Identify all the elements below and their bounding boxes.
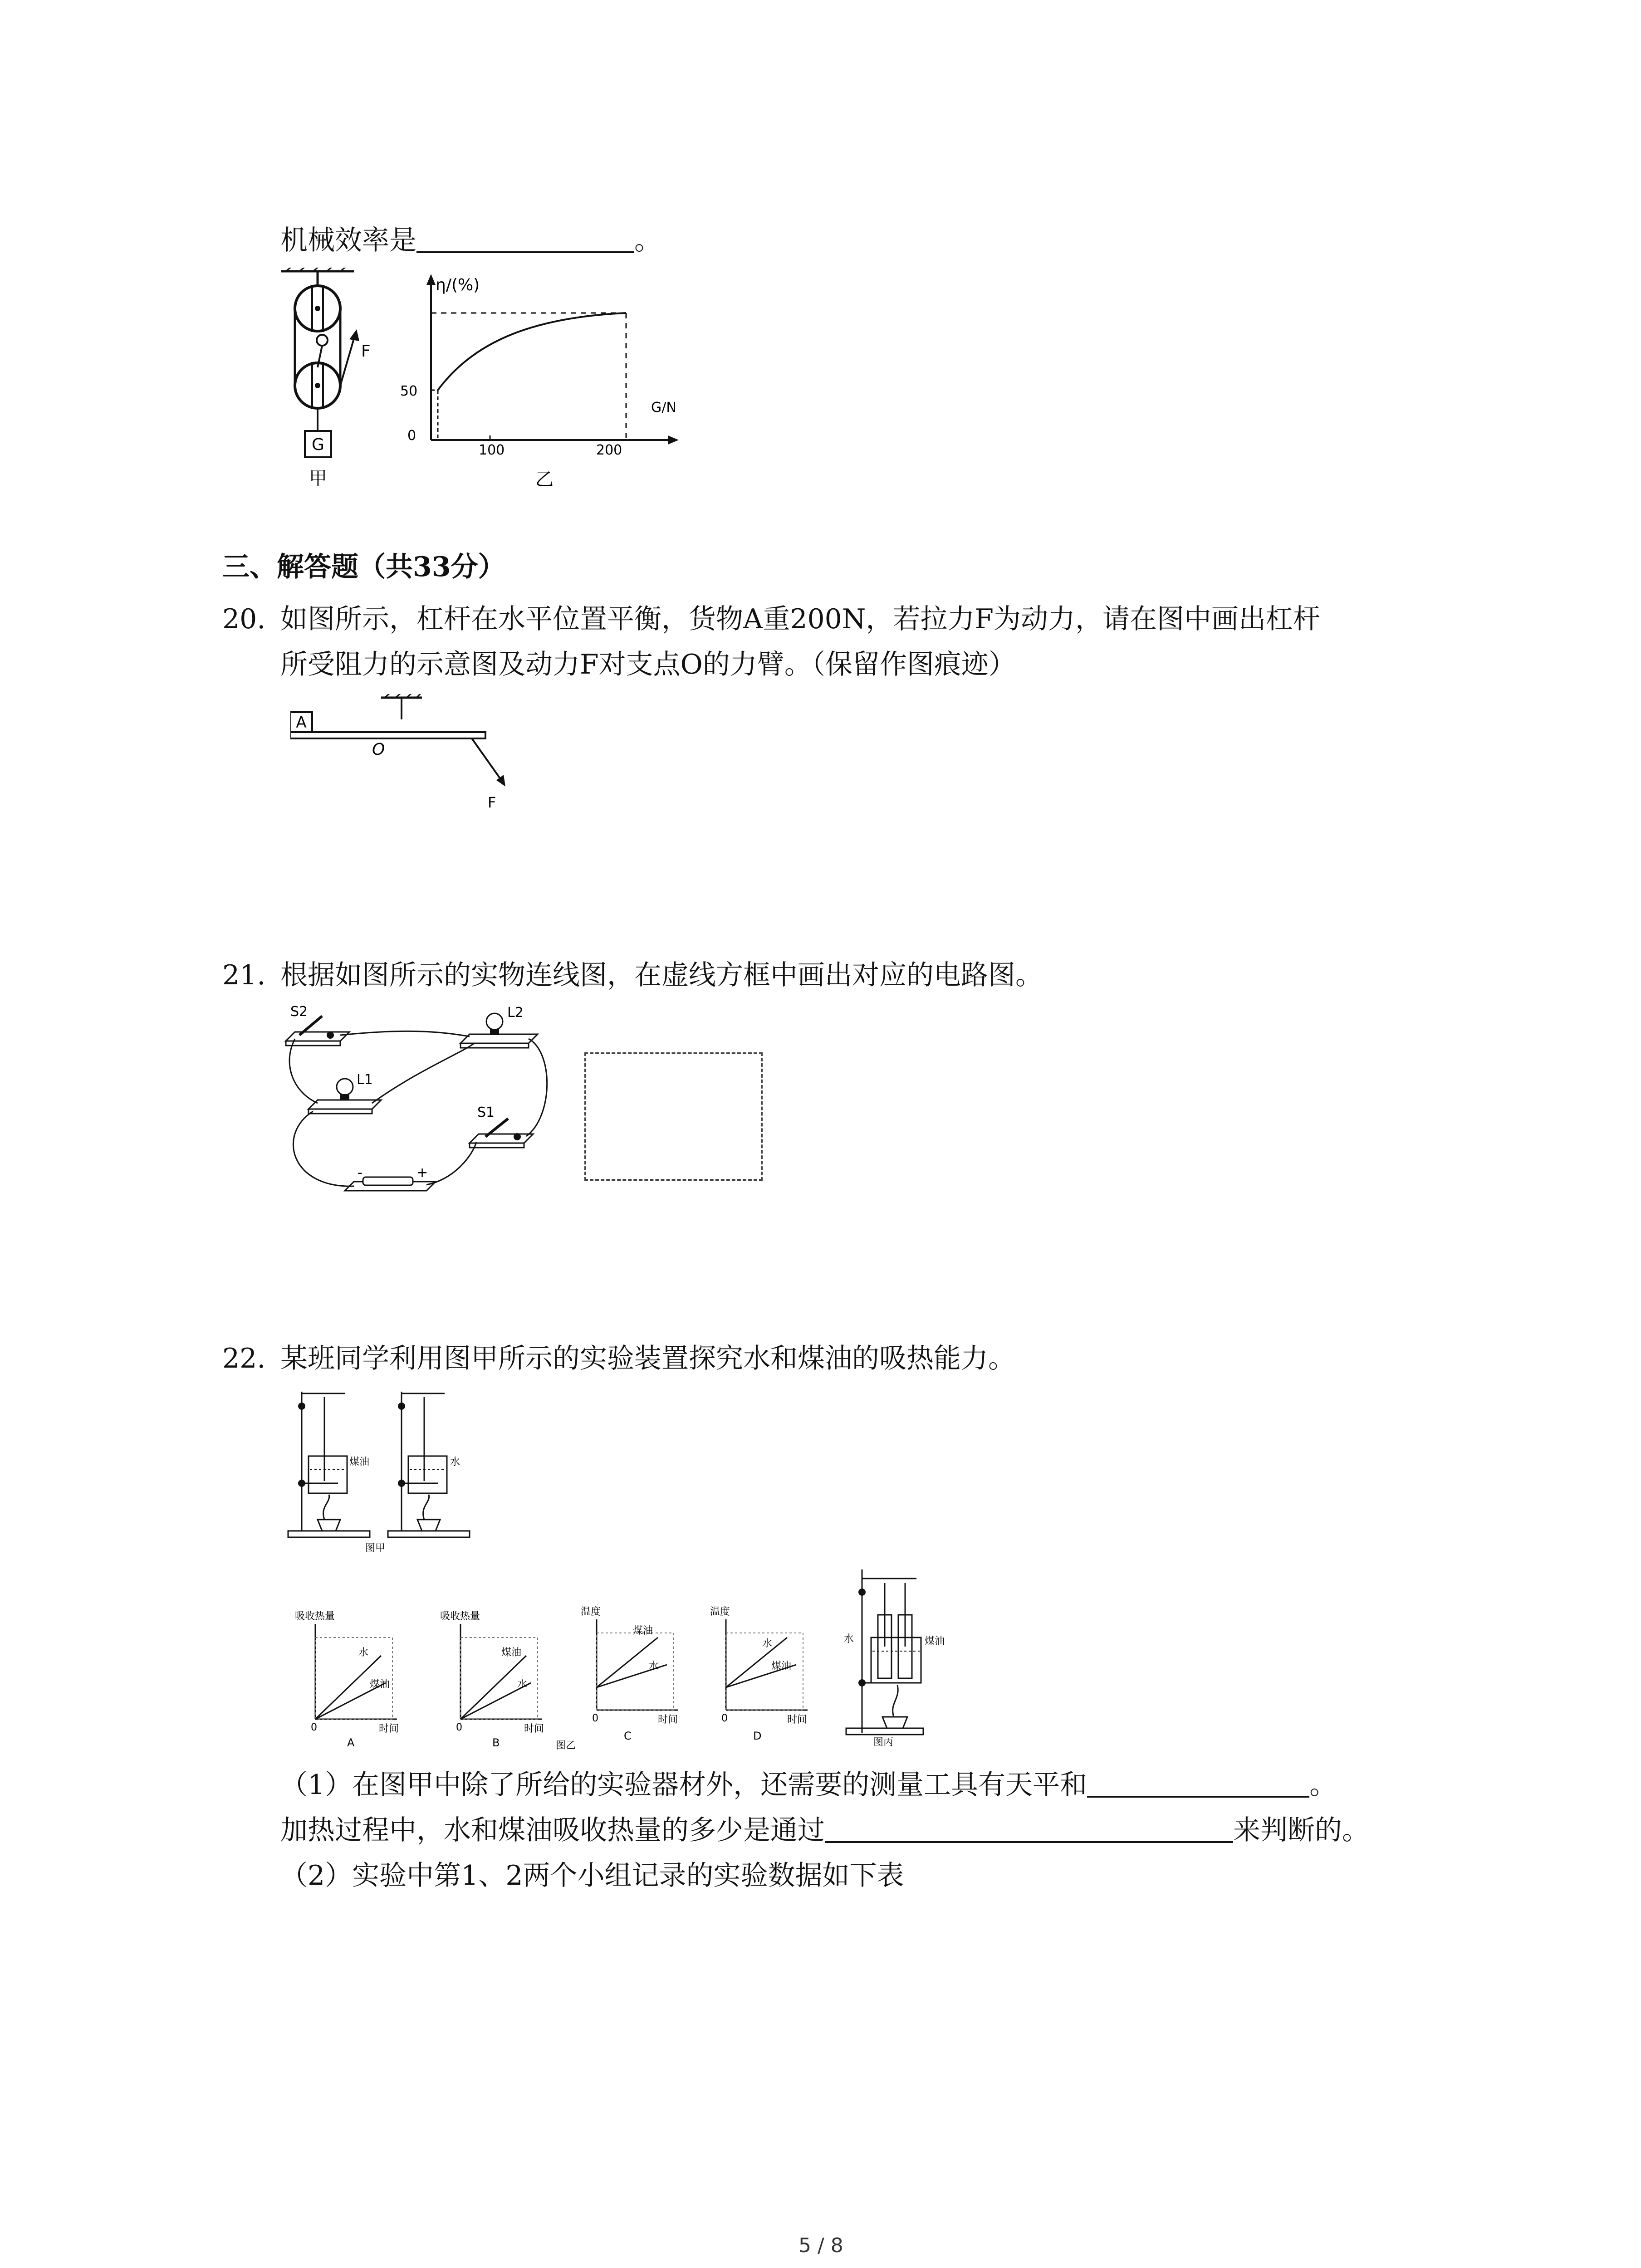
graph-ylabel: η/(%)	[436, 276, 480, 294]
page-number: 5 / 8	[798, 2234, 843, 2257]
graph-c-origin: 0	[592, 1713, 598, 1724]
q19-tail-line	[280, 222, 661, 259]
q22-sub1-blank1[interactable]	[1087, 1769, 1309, 1798]
q21-number: 21.	[222, 959, 266, 991]
q20-number: 20.	[222, 603, 266, 635]
graph-d-top-line-label: 水	[762, 1638, 773, 1649]
switch-s2-label: S2	[290, 1004, 308, 1020]
q22-sub1-line1-end: 。	[1309, 1769, 1337, 1801]
graph-d-origin: 0	[721, 1713, 728, 1724]
apparatus-bing-caption: 图丙	[873, 1737, 894, 1746]
graphs-yi-figure	[290, 1606, 835, 1755]
efficiency-graph	[390, 268, 690, 503]
q19-answer-blank[interactable]	[416, 224, 634, 253]
q19-tail-end: 。	[634, 225, 661, 256]
lever-figure	[290, 694, 544, 816]
graph-d-bottom-line-label: 煤油	[771, 1661, 792, 1672]
q22-sub1-blank2[interactable]	[825, 1814, 1233, 1843]
pulley-load-label: G	[312, 435, 324, 454]
graph-c-top-line-label: 煤油	[633, 1625, 653, 1637]
graph-b-ylabel: 吸收热量	[440, 1611, 480, 1622]
apparatus-bing-kerosene-label: 煤油	[925, 1636, 945, 1647]
graph-x-tick-100: 100	[479, 442, 505, 458]
graph-x-tick-200: 200	[596, 442, 622, 458]
graph-b-top-line-label: 煤油	[501, 1647, 522, 1658]
graph-a-bottom-line-label: 煤油	[370, 1679, 390, 1690]
graph-xlabel: G/N	[651, 400, 676, 415]
graph-a-xlabel: 时间	[379, 1723, 399, 1735]
apparatus-bing-figure	[844, 1565, 980, 1746]
lever-load-label: A	[296, 714, 307, 732]
graph-b-letter: B	[492, 1736, 500, 1749]
graph-a	[295, 1611, 399, 1749]
apparatus-jia-water-label: 水	[450, 1457, 460, 1468]
graph-c	[581, 1606, 678, 1742]
graph-y-tick-50: 50	[400, 383, 418, 399]
q19-tail-text: 机械效率是	[280, 225, 416, 256]
apparatus-jia-caption: 图甲	[365, 1543, 386, 1554]
graph-c-ylabel: 温度	[581, 1606, 601, 1618]
q22-sub1-line2-text: 加热过程中，水和煤油吸收热量的多少是通过	[280, 1814, 825, 1846]
circuit-answer-box[interactable]	[584, 1052, 763, 1181]
lamp-l1-label: L1	[357, 1072, 373, 1088]
battery-minus-label: -	[358, 1165, 362, 1181]
graph-a-ylabel: 吸收热量	[295, 1611, 335, 1622]
graph-a-top-line-label: 水	[358, 1647, 369, 1658]
graph-d-xlabel: 时间	[787, 1714, 808, 1725]
q22-sub1-line2	[280, 1812, 1369, 1848]
lever-pivot-label: O	[372, 740, 385, 759]
lever-force-label: F	[488, 794, 496, 811]
graph-origin: 0	[407, 428, 416, 444]
q22-sub1-line2-end: 来判断的。	[1233, 1814, 1369, 1846]
circuit-figure	[281, 998, 572, 1202]
graph-b-bottom-line-label: 水	[517, 1679, 528, 1690]
battery-plus-label: +	[416, 1165, 428, 1181]
switch-s1-label: S1	[477, 1105, 495, 1120]
graph-c-bottom-line-label: 水	[649, 1661, 659, 1672]
q22-text: 某班同学利用图甲所示的实验装置探究水和煤油的吸热能力。	[280, 1343, 1015, 1374]
q22-sub2: （2）实验中第1、2两个小组记录的实验数据如下表	[280, 1860, 904, 1892]
graph-d	[710, 1606, 808, 1742]
graph-b	[440, 1611, 544, 1749]
graph-caption: 乙	[535, 469, 554, 490]
graph-c-letter: C	[624, 1730, 632, 1742]
graph-b-xlabel: 时间	[524, 1723, 544, 1735]
graph-a-letter: A	[347, 1736, 355, 1749]
pulley-figure	[272, 268, 390, 503]
graphs-yi-caption: 图乙	[556, 1740, 576, 1751]
lamp-l2-label: L2	[507, 1005, 524, 1021]
q20-line1: 如图所示，杠杆在水平位置平衡，货物A重200N，若拉力F为动力，请在图中画出杠杆	[280, 603, 1320, 635]
q22-sub1-line1	[280, 1767, 1337, 1803]
graph-c-xlabel: 时间	[658, 1714, 678, 1725]
apparatus-bing-water-label: 水	[844, 1633, 854, 1645]
graph-b-origin: 0	[456, 1722, 462, 1733]
q22-sub1-line1-text: （1）在图甲中除了所给的实验器材外，还需要的测量工具有天平和	[280, 1769, 1087, 1801]
q21-text: 根据如图所示的实物连线图，在虚线方框中画出对应的电路图。	[280, 959, 1043, 991]
q20-line2: 所受阻力的示意图及动力F对支点O的力臂。（保留作图痕迹）	[280, 649, 1016, 680]
graph-a-origin: 0	[311, 1722, 317, 1733]
graph-d-ylabel: 温度	[710, 1606, 730, 1618]
apparatus-jia-kerosene-label: 煤油	[349, 1457, 370, 1468]
graph-d-letter: D	[753, 1730, 762, 1742]
apparatus-jia-figure	[281, 1383, 490, 1565]
pulley-force-label: F	[361, 342, 371, 361]
q22-number: 22.	[222, 1343, 266, 1374]
pulley-caption: 甲	[309, 468, 327, 489]
section3-heading: 三、解答题（共33分）	[222, 551, 505, 583]
